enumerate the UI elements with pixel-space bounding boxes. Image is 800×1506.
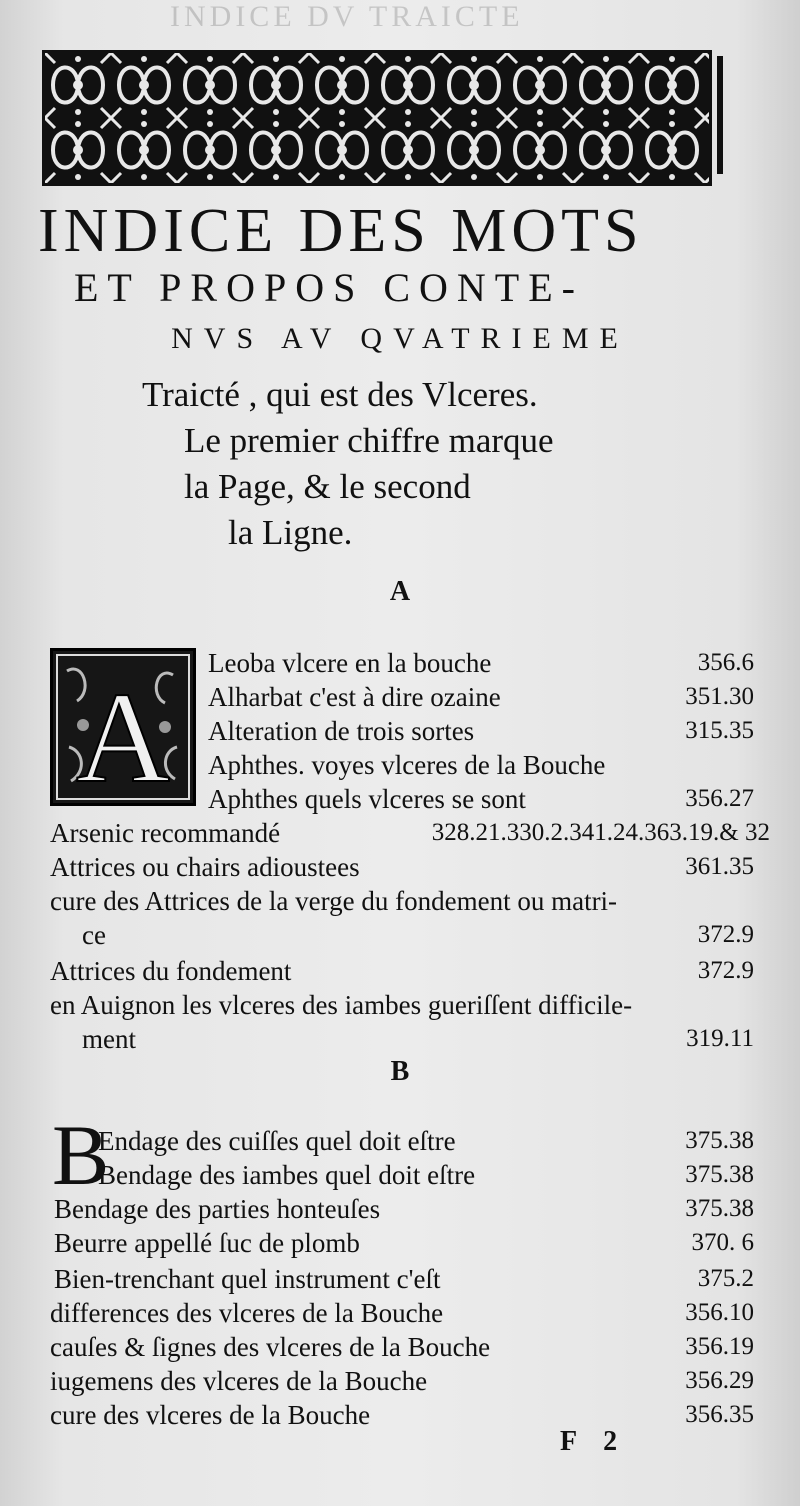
title-line-3: NVS AV QVATRIEME	[171, 322, 629, 355]
entry-text: Arsenic recommandé	[50, 818, 281, 848]
entry-ref: 356.19	[685, 1333, 754, 1360]
section-heading-a: A	[389, 576, 411, 607]
title-line-7: la Ligne.	[228, 513, 353, 552]
entry-ref: 319.11	[686, 1025, 754, 1052]
entry-ref: 372.9	[697, 921, 754, 948]
bleed-through-header: INDICE DV TRAICTE	[170, 0, 524, 33]
entry-text: Alteration de trois sortes	[208, 716, 475, 746]
title-line-4: Traicté , qui est des Vlceres.	[142, 375, 538, 414]
decorated-initial-art	[53, 651, 193, 803]
index-entry	[50, 850, 754, 884]
index-entry	[50, 1364, 754, 1398]
entry-text: Aphthes. voyes vlceres de la Bouche	[208, 750, 606, 780]
entry-text: iugemens des vlceres de la Bouche	[50, 1366, 428, 1396]
entry-text: differences des vlceres de la Bouche	[50, 1298, 444, 1328]
entry-ref: 351.30	[685, 683, 754, 710]
entry-ref: 356.35	[685, 1401, 754, 1428]
entry-ref: 375.38	[685, 1127, 754, 1154]
entry-ref: 375.38	[685, 1195, 754, 1222]
index-entry	[208, 782, 754, 816]
entry-text: cure des Attrices de la verge du fondement ou matri-	[50, 886, 618, 916]
entry-ref: 356.10	[685, 1299, 754, 1326]
index-entry	[50, 1330, 754, 1364]
ornament-rule	[717, 56, 723, 174]
signature-mark: F 2	[560, 1426, 628, 1457]
ornamental-headpiece	[42, 50, 712, 186]
entry-text: Leoba vlcere en la bouche	[208, 648, 492, 678]
entry-text: Attrices du fondement	[50, 956, 292, 986]
entry-text: Beurre appellé ſuc de plomb	[54, 1228, 360, 1258]
entry-text: ce	[82, 920, 106, 950]
ornament-pattern	[45, 53, 709, 183]
section-heading-b: B	[390, 1056, 410, 1087]
index-entry	[54, 1226, 754, 1260]
decorated-initial	[50, 648, 196, 806]
entry-ref: 356.27	[685, 785, 754, 812]
entry-text: Attrices ou chairs adioustees	[50, 852, 360, 882]
initial-letter-b: B	[52, 1107, 110, 1203]
index-entry	[50, 1296, 754, 1330]
entry-text: cure des vlceres de la Bouche	[50, 1400, 371, 1430]
entry-ref: 370. 6	[691, 1229, 754, 1256]
entry-text: Aphthes quels vlceres se sont	[208, 784, 526, 814]
entry-ref: 356.6	[697, 649, 754, 676]
entry-ref: 375.38	[685, 1161, 754, 1188]
index-entry	[98, 1158, 754, 1192]
index-entry	[208, 748, 754, 782]
index-entry	[54, 1192, 754, 1226]
index-entry	[82, 1022, 754, 1056]
entry-ref: 328.21.330.2.341.24.363.19.& 32	[431, 819, 770, 846]
index-entry	[50, 954, 754, 988]
index-entry	[208, 714, 754, 748]
index-entry	[208, 680, 754, 714]
index-entry	[82, 918, 754, 952]
drop-cap-letter: A	[76, 666, 170, 803]
index-entry	[98, 1124, 754, 1158]
entry-text: Bien-trenchant quel instrument c'eſt	[54, 1264, 441, 1294]
index-entry	[208, 646, 754, 680]
title-line-1: INDICE DES MOTS	[38, 197, 644, 265]
entry-text: Bendage des iambes quel doit eſtre	[98, 1160, 476, 1190]
index-entry	[50, 816, 770, 850]
index-entry	[50, 988, 760, 1022]
title-line-2: ET PROPOS CONTE-	[74, 265, 584, 310]
entry-ref: 356.29	[685, 1367, 754, 1394]
entry-ref: 315.35	[685, 717, 754, 744]
title-block	[140, 372, 700, 556]
entry-text: Endage des cuiſſes quel doit eſtre	[98, 1126, 456, 1156]
entry-text: cauſes & ſignes des vlceres de la Bouche	[50, 1332, 491, 1362]
title-line-5: Le premier chiffre marque	[184, 421, 554, 460]
entry-text: ment	[82, 1024, 136, 1054]
index-entry	[50, 1398, 754, 1432]
entry-text: en Auignon les vlceres des iambes gueriſſent difficile-	[50, 990, 633, 1020]
entry-text: Alharbat c'est à dire ozaine	[208, 682, 501, 712]
entry-ref: 375.2	[697, 1265, 754, 1292]
entry-ref: 372.9	[697, 957, 754, 984]
index-entry	[50, 884, 760, 918]
title-line-6: la Page, & le second	[184, 467, 471, 506]
entry-ref: 361.35	[685, 853, 754, 880]
index-entry	[54, 1262, 754, 1296]
entry-text: Bendage des parties honteuſes	[54, 1194, 381, 1224]
